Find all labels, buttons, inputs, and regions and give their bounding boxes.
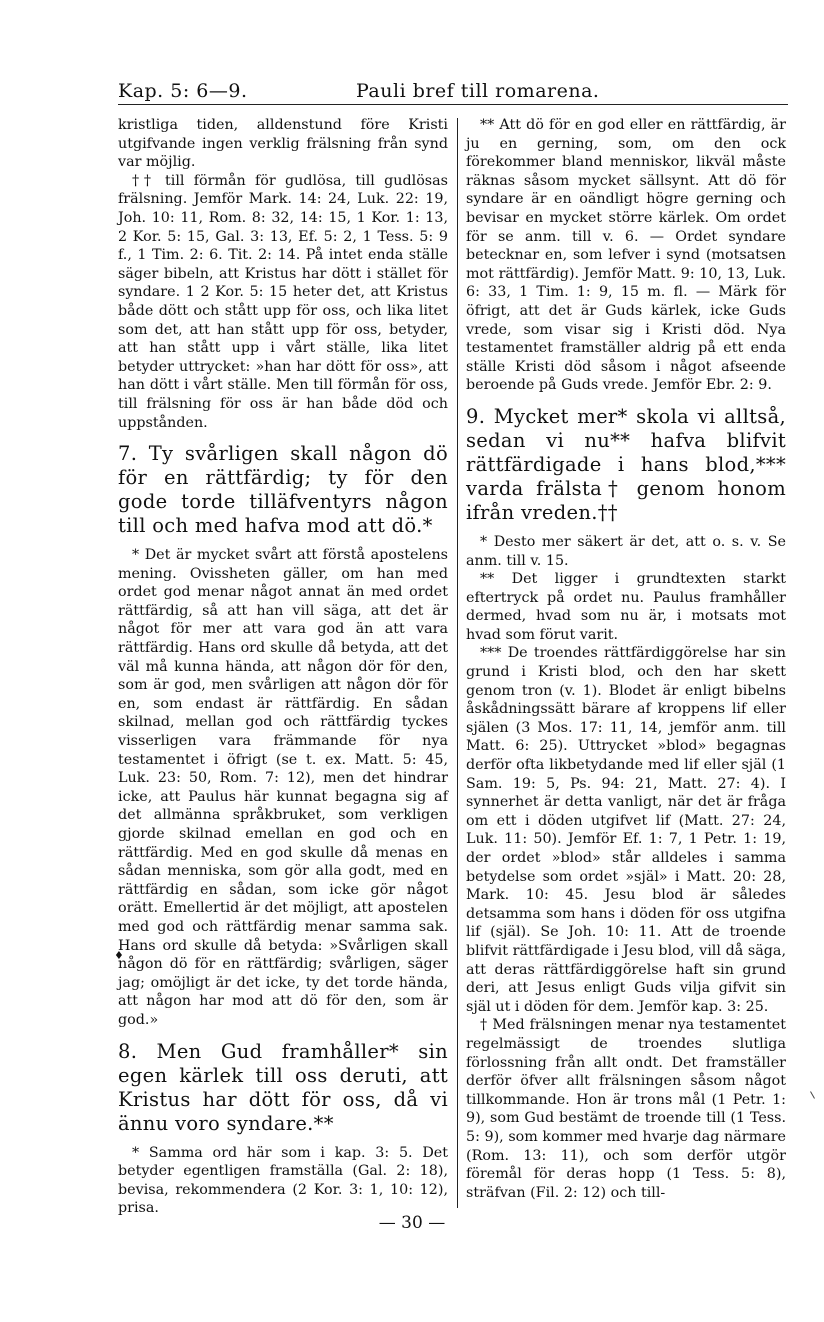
- footnote-verse-7: * Det är mycket svårt att förstå apostelens mening. Ovissheten gäller, om han med ordet god menar något annat än med ordet rättfärdig, så att han vill säga, att det är något för mer att vara god än att vara rättfärdig. Hans ord skulle då betyda, att det väl må kunna hända, att någon dör för den, som är god, men svårligen att någon dör för en, som endast är rättfärdig. En sådan skilnad, mellan god och rättfärdig tyckes visserligen vara främmande för nya testamentet i öfrigt (se t. ex. Matt. 5: 45, Luk. 23: 50, Rom. 7: 12), men det hindrar icke, att Paulus här kunnat begagna sig af det allmänna språkbruket, som verkligen gjorde skilnad emellan en god och en rättfärdig. Med en god skulle då menas en sådan menniska, som gör alla godt, med en rättfärdig en sådan, som icke gör något orätt. Emellertid är det möjligt, att apostelen med god och rättfärdig menar samma sak. Hans ord skulle då betyda: »Svårligen skall någon dö för en rättfärdig; svårligen, säger jag; omöjligt är det icke, ty det torde hända, att någon har mod att dö för den, som är god.»: [118, 547, 448, 1028]
- verse-8: 8. Men Gud framhåller* sin egen kärlek till oss deruti, att Kristus har dött för oss, då vi ännu voro syndare.**: [118, 1039, 448, 1135]
- footnote-verse-9-double-star: ** Det ligger i grundtexten starkt eftertryck på ordet nu. Paulus framhåller dermed, hvad som nu är, i motsats mot hvad som förut varit.: [466, 571, 786, 643]
- chapter-reference: Kap. 5: 6—9.: [118, 80, 248, 102]
- footnote-verse-9-star: * Desto mer säkert är det, att o. s. v. Se anm. till v. 15.: [466, 533, 786, 569]
- footnote-verse-9-dagger: † Med frälsningen menar nya testamentet regelmässigt de troendes slutliga förlossning från allt ondt. Det framställer derför öfver allt frälsningen såsom något tillkommande. Hon är trons mål (1 Petr. 1: 9), som Gud bestämt de troende till (1 Tess. 5: 9), som kommer med hvarje dag närmare (Rom. 13: 11), och som derför utgör föremål för deras hopp (1 Tess. 5: 8), sträfvan (Fil. 2: 12) och till-: [466, 1017, 786, 1201]
- page-number: — 30 —: [378, 1213, 446, 1233]
- verse-7: 7. Ty svårligen skall någon dö för en rättfärdig; ty för den gode torde tilläfventyrs någon till och med hafva mod att dö.*: [118, 442, 448, 538]
- continued-note-text: kristliga tiden, alldenstund före Kristi utgifvande ingen verklig frälsning från synd var möjlig.: [118, 117, 448, 171]
- column-divider: [457, 118, 458, 1208]
- verse-9: 9. Mycket mer* skola vi alltså, sedan vi nu** hafva blifvit rättfärdigade i hans blod,*** varda frälsta† genom honom ifrån vreden.††: [466, 404, 786, 524]
- header-rule: [118, 104, 788, 105]
- stray-mark: [810, 1091, 815, 1098]
- margin-marker: ♦: [114, 949, 124, 962]
- book-title: Pauli bref till romarena.: [356, 80, 600, 102]
- footnote-verse-9-triple-star: *** De troendes rättfärdiggörelse har sin grund i Kristi blod, och den har skett genom tron (v. 1). Blodet är enligt bibelns åskådningssätt bärare af kroppens lif eller själen (3 Mos. 17: 11, 14, jemför anm. till Matt. 6: 25). Uttrycket »blod» begagnas derför ofta likbetydande med lif eller själ (1 Sam. 19: 5, Ps. 94: 21, Matt. 27: 4). I synnerhet är detta vanligt, när det är fråga om ett i döden utgifvet lif (Matt. 27: 24, Luk. 11: 50). Jemför Ef. 1: 7, 1 Petr. 1: 19, der ordet »blod» står alldeles i samma betydelse som ordet »själ» i Matt. 20: 28, Mark. 10: 45. Jesu blod är således detsamma som hans i döden för oss utgifna lif (själ). Se Joh. 10: 11. Att de troende blifvit rättfärdigade i Jesu blod, vill då säga, att deras rättfärdiggörelse haft sin grund deri, att Jesus enligt Guds vilja gifvit sin själ ut i döden för dem. Jemför kap. 3: 25.: [466, 645, 786, 1015]
- footnote-verse-8-star: * Samma ord här som i kap. 3: 5. Det betyder egentligen framställa (Gal. 2: 18), bevisa, rekommendera (2 Kor. 3: 1, 10: 12), prisa.: [118, 1144, 448, 1217]
- right-column: [466, 116, 786, 1202]
- footnote-dagger-dagger: †† till förmån för gudlösa, till gudlösas frälsning. Jemför Mark. 14: 24, Luk. 22: 19, Joh. 10: 11, Rom. 8: 32, 14: 15, 1 Kor. 1: 13, 2 Kor. 5: 15, Gal. 3: 13, Ef. 5: 2, 1 Tess. 5: 9 f., 1 Tim. 2: 6. Tit. 2: 14. På intet enda ställe säger bibeln, att Kristus har dött i stället för syndare. 1 2 Kor. 5: 15 heter det, att Kristus både dött och stått upp för oss, och lika litet som det, att han stått upp för oss, betyder, att han stått upp i vårt ställe, lika litet betyder uttrycket: »han har dött för oss», att han dött i vårt ställe. Men till förmån för oss, till frälsning för oss är han både död och uppstånden.: [118, 172, 448, 431]
- left-column: [118, 116, 448, 1218]
- footnote-verse-8-double-star: ** Att dö för en god eller en rättfärdig, är ju en gerning, som, om den ock förekommer bland menniskor, likväl måste räknas såsom mycket sällsynt. Att dö för syndare är en oändligt högre gerning och bevisar en mycket större kärlek. Om ordet för se anm. till v. 6. — Ordet syndare betecknar en, som lefver i synd (motsatsen mot rättfärdig). Jemför Matt. 9: 10, 13, Luk. 6: 33, 1 Tim. 1: 9, 15 m. fl. — Märk för öfrigt, att det är Guds kärlek, icke Guds vrede, som visar sig i Kristi död. Nya testamentet framställer aldrig på ett enda ställe Kristi död såsom i något afseende beroende på Guds vrede. Jemför Ebr. 2: 9.: [466, 117, 786, 394]
- running-header: [118, 80, 788, 106]
